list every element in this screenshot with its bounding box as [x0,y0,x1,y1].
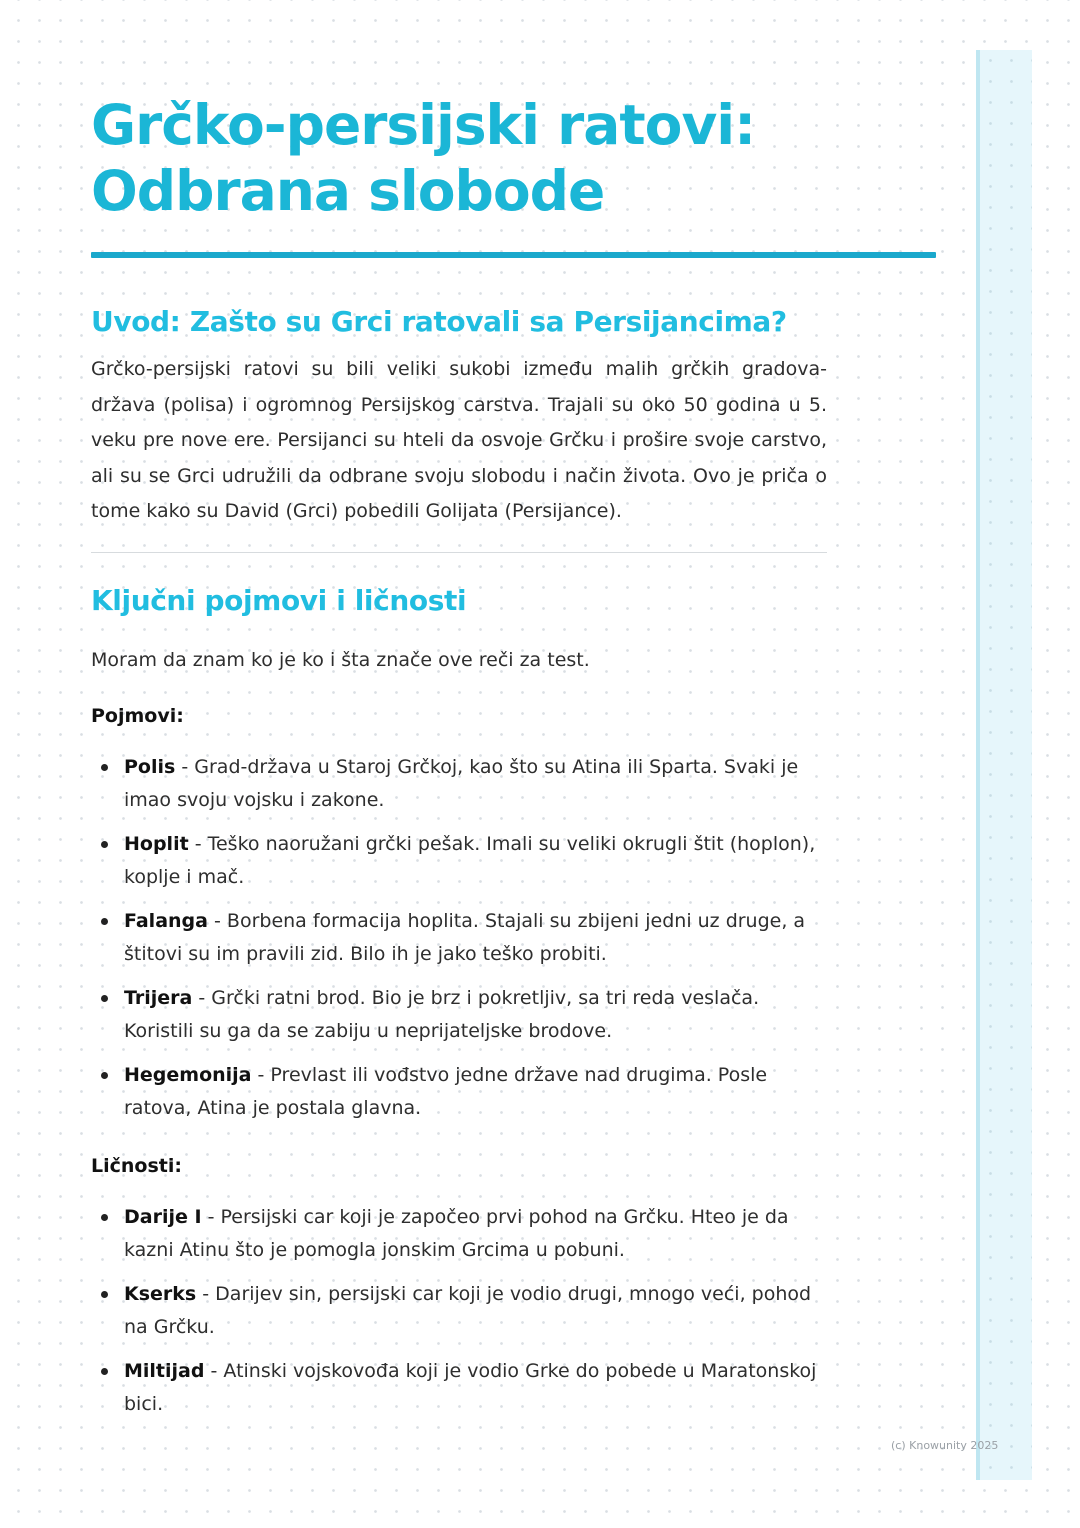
page-margin-strip [976,50,1032,1480]
person-description: - Persijski car koji je započeo prvi pohod na Grčku. Hteo je da kazni Atinu što je pomogla jonskim Grcima u pobuni. [124,1205,789,1261]
term-description: - Borbena formacija hoplita. Stajali su zbijeni jedni uz druge, a štitovi su im pravili zid. Bilo ih je jako teško probiti. [124,909,806,965]
term-name: Hoplit [124,832,189,855]
terms-label: Pojmovi: [91,704,184,727]
person-description: - Darijev sin, persijski car koji je vodio drugi, mnogo veći, pohod na Grčku. [124,1282,812,1338]
list-item [91,828,821,894]
list-item [91,751,821,817]
page-title [91,92,936,224]
term-description: - Grčki ratni brod. Bio je brz i pokretljiv, sa tri reda veslača. Koristili su ga da se zabiju u neprijateljske brodove. [124,986,760,1042]
intro-heading: Uvod: Zašto su Grci ratovali sa Persijancima? [91,305,787,338]
term-name: Trijera [124,986,193,1009]
title-line-1: Grčko-persijski ratovi: [91,93,756,157]
copyright-footer: (c) Knowunity 2025 [891,1439,999,1452]
list-item [91,1059,821,1125]
terms-list [91,751,821,1125]
person-name: Kserks [124,1282,197,1305]
key-terms-heading: Ključni pojmovi i ličnosti [91,583,467,617]
title-divider [91,252,936,258]
term-name: Polis [124,755,176,778]
list-item [91,1278,821,1344]
person-name: Darije I [124,1205,202,1228]
term-name: Falanga [124,909,208,932]
list-item [91,982,821,1048]
section-divider [91,552,827,553]
term-description: - Grad-država u Staroj Grčkoj, kao što su Atina ili Sparta. Svaki je imao svoju vojsku i zakone. [124,755,799,811]
document-page [91,92,936,1432]
list-item [91,1201,821,1267]
intro-paragraph: Grčko-persijski ratovi su bili veliki sukobi između malih grčkih gradova-država (polisa) i ogromnog Persijskog carstva. Trajali su oko 50 godina u 5. veku pre nove ere. Persijanci su hteli da osvoje Grčku i prošire svoje carstvo, ali su se Grci udružili da odbrane svoju slobodu i način života. Ovo je priča o tome kako su David (Grci) pobedili Golijata (Persijance). [91,358,827,522]
people-list [91,1201,821,1421]
term-description: - Teško naoružani grčki pešak. Imali su veliki okrugli štit (hoplon), koplje i mač. [124,832,816,888]
term-name: Hegemonija [124,1063,252,1086]
list-item [91,1355,821,1421]
key-terms-lead: Moram da znam ko je ko i šta znače ove reči za test. [91,648,590,671]
person-description: - Atinski vojskovođa koji je vodio Grke do pobede u Maratonskoj bici. [124,1359,817,1415]
people-label: Ličnosti: [91,1154,182,1177]
list-item [91,905,821,971]
term-description: - Prevlast ili vođstvo jedne države nad drugima. Posle ratova, Atina je postala glavna. [124,1063,768,1119]
title-line-2: Odbrana slobode [91,159,605,223]
person-name: Miltijad [124,1359,205,1382]
